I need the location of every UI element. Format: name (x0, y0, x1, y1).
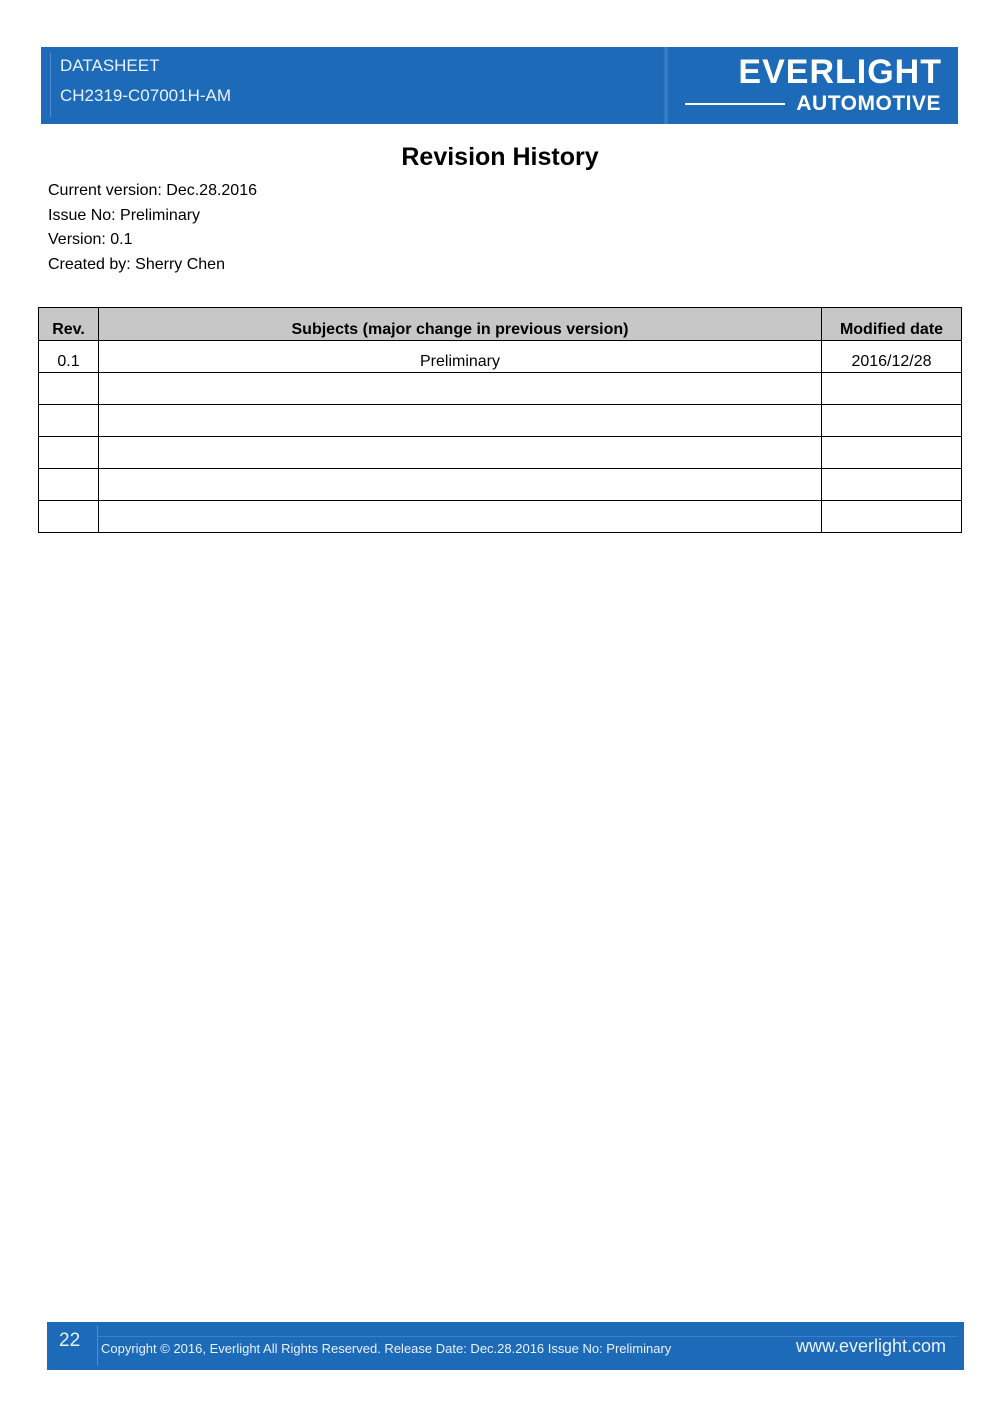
header-rule (50, 53, 51, 117)
part-number: CH2319-C07001H-AM (60, 86, 232, 105)
website-link[interactable]: www.everlight.com (795, 1336, 946, 1356)
table-header-row (39, 308, 962, 341)
cell-rev (39, 501, 99, 533)
footer-rule (97, 1326, 98, 1366)
cell-rev (39, 437, 99, 469)
cell-subject (99, 501, 822, 533)
cell-subject (99, 405, 822, 437)
cell-subject: Preliminary (99, 341, 822, 373)
page-title: Revision History (401, 143, 599, 171)
copyright-text: Copyright © 2016, Everlight All Rights Reserved. Release Date: Dec.28.2016 Issue No: Preliminary (101, 1341, 672, 1356)
document-meta (48, 179, 257, 277)
table-row (39, 373, 962, 405)
cell-rev (39, 469, 99, 501)
doc-type-label: DATASHEET (60, 56, 160, 75)
revision-table (38, 307, 962, 533)
header-divider (663, 47, 669, 124)
table-row (39, 341, 962, 373)
footer-banner (47, 1322, 964, 1370)
cell-date (822, 469, 962, 501)
issue-number: Issue No: Preliminary (48, 206, 201, 224)
created-by: Created by: Sherry Chen (48, 255, 225, 273)
header-banner (41, 47, 958, 124)
current-version: Current version: Dec.28.2016 (48, 182, 257, 199)
page-number: 22 (59, 1330, 81, 1351)
table-row (39, 405, 962, 437)
logo-rule (685, 103, 785, 105)
cell-subject (99, 437, 822, 469)
column-header-subjects: Subjects (major change in previous version) (99, 308, 822, 341)
column-header-rev: Rev. (39, 308, 99, 341)
cell-subject (99, 373, 822, 405)
cell-rev: 0.1 (39, 341, 99, 373)
version: Version: 0.1 (48, 231, 133, 248)
cell-rev (39, 373, 99, 405)
table-row (39, 437, 962, 469)
company-logo: EVERLIGHT (738, 53, 942, 91)
cell-date (822, 405, 962, 437)
cell-rev (39, 405, 99, 437)
cell-date (822, 373, 962, 405)
cell-subject (99, 469, 822, 501)
company-logo-sub: AUTOMOTIVE (796, 92, 941, 115)
cell-date (822, 501, 962, 533)
table-row (39, 469, 962, 501)
cell-date (822, 437, 962, 469)
table-row (39, 501, 962, 533)
cell-date: 2016/12/28 (822, 341, 962, 373)
column-header-modified-date: Modified date (822, 308, 962, 341)
